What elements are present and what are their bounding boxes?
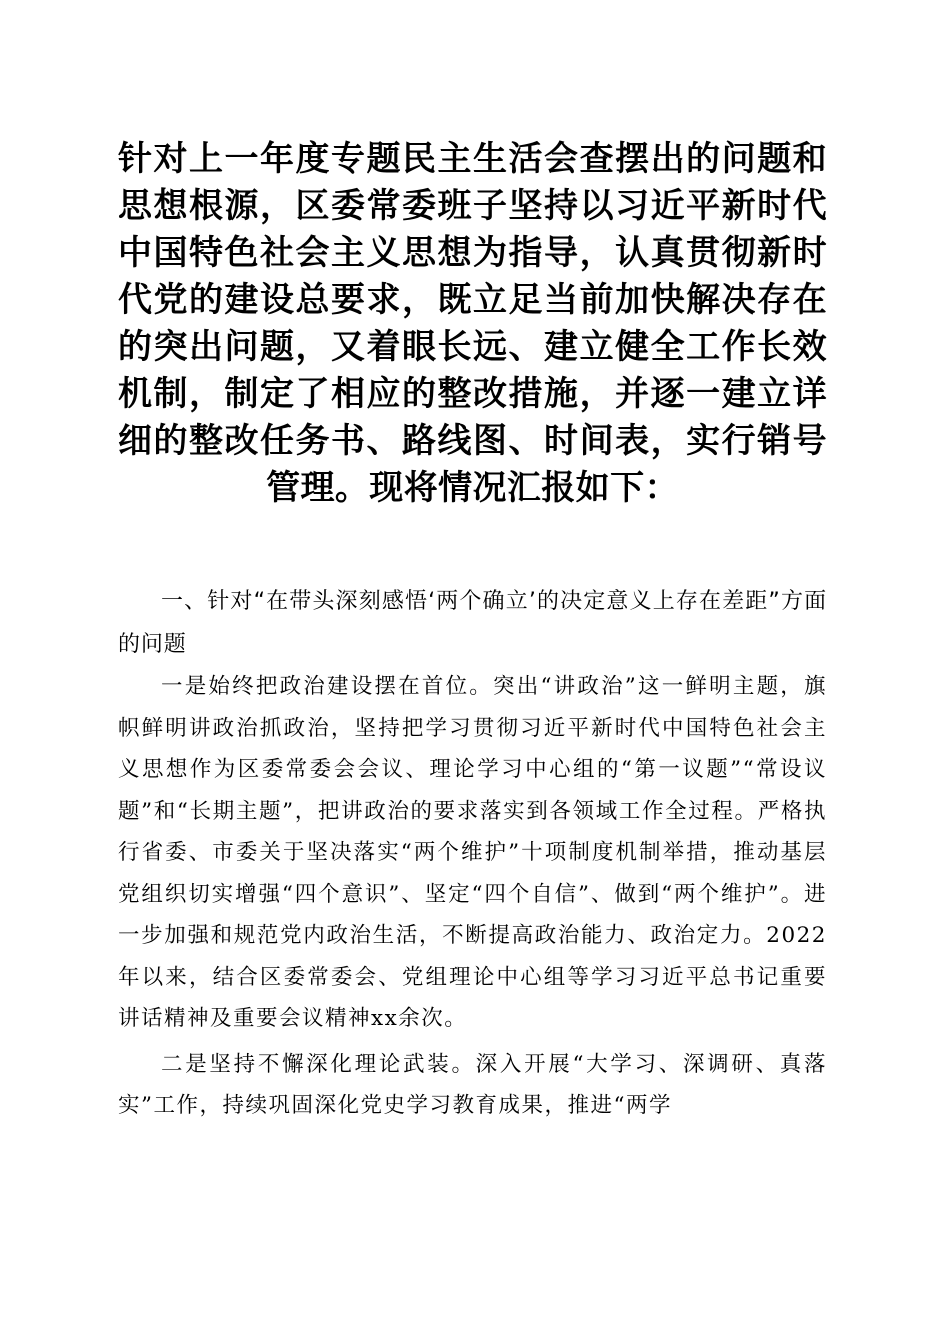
section-heading: 一、针对“在带头深刻感悟‘两个确立’的决定意义上存在差距”方面的问题 xyxy=(118,589,827,657)
document-title: 针对上一年度专题民主生活会查摆出的问题和思想根源，区委常委班子坚持以习近平新时代中国特色社会主义思想为指导，认真贯彻新时代党的建设总要求，既立足当前加快解决存在的突出问题，又着眼长远、建立健全工作长效机制，制定了相应的整改措施，并逐一建立详细的整改任务书、路线图、时间表，实行销号管理。现将情况汇报如下： xyxy=(118,139,827,508)
paragraph-1-text: 突出“讲政治”这一鲜明主题，旗帜鲜明讲政治抓政治，坚持把学习贯彻习近平新时代中国特色社会主义思想作为区委常委会会议、理论学习中心组的“第一议题”“常设议题”和“长期主题”，把讲政治的要求落实到各领域工作全过程。严格执行省委、市委关于坚决落实“两个维护”十项制度机制举措，推动基层党组织切实增强“四个意识”、坚定“四个自信”、做到“两个维护”。进一步加强和规范党内政治生活，不断提高政治能力、政治定力。2022年以来，结合区委常委会、党组理论中心组等学习习近平总书记重要讲话精神及重要会议精神xx余次。 xyxy=(118,674,827,1031)
paragraph-1-lead: 一是始终把政治建设摆在首位。 xyxy=(161,674,494,699)
paragraph-2 xyxy=(118,1044,827,1127)
paragraph-1 xyxy=(118,666,827,1040)
paragraph-2-lead: 二是坚持不懈深化理论武装。 xyxy=(161,1051,476,1077)
paragraph-2-text: 深入开展“大学习、深调研、真落实”工作，持续巩固深化党史学习教育成果，推进“两学 xyxy=(118,1051,827,1118)
